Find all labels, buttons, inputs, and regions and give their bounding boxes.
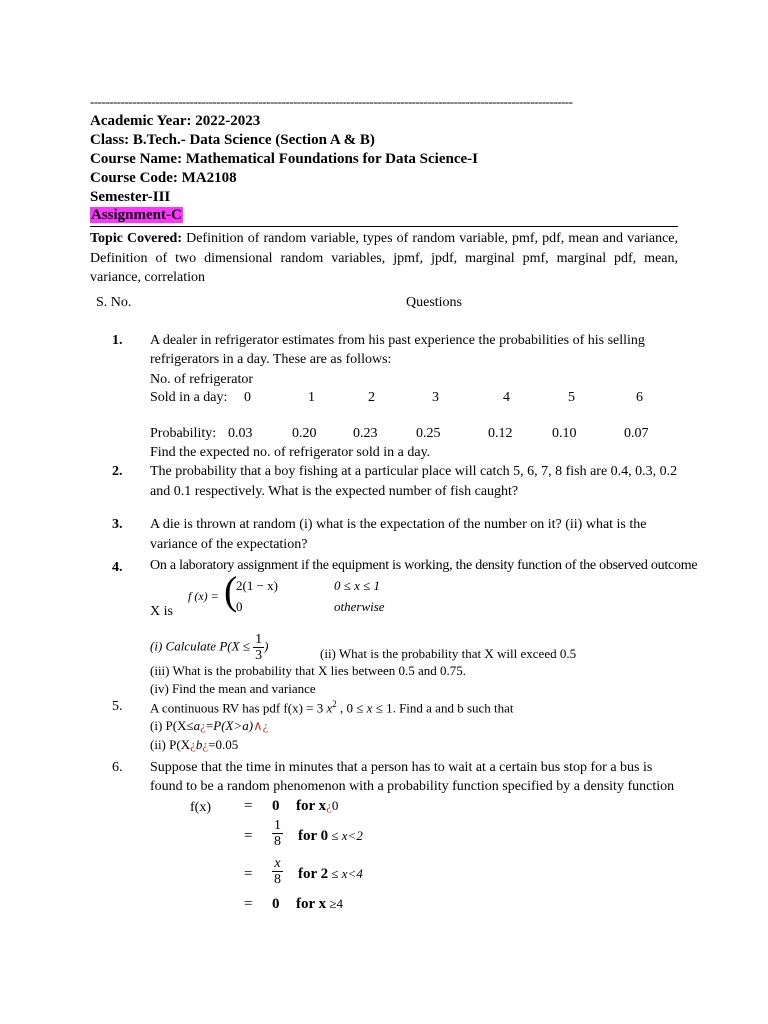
q4-iv: (iv) Find the mean and variance — [150, 681, 316, 696]
q1-sold-4: 4 — [503, 390, 510, 405]
q4-case1-expr: 2(1 − x) — [236, 578, 278, 593]
q6-eq-1: = — [244, 798, 253, 814]
q5-part-i — [150, 718, 268, 734]
q6-row4-cond-a: for x — [296, 896, 327, 912]
q4-case2-cond: otherwise — [334, 599, 385, 614]
course-name: Course Name: Mathematical Foundations for Data Science-I — [90, 151, 479, 167]
q2-line1: The probability that a boy fishing at a particular place will catch 5, 6, 7, 8 fish are 0.4, 0.3, 0.2 — [150, 464, 678, 479]
topic-text: Definition of random variable, types of random variable, pmf, pdf, mean and variance, Definition of two dimensional random variables, jpmf, jpdf, marginal pmf, marginal pdf, mean, variance, correlation — [90, 231, 679, 285]
q4-calc-close: ) — [264, 638, 269, 654]
q5-line1-exp: 2 — [332, 699, 337, 709]
q6-line2: found to be a random phenomenon with a probability function specified by a density function — [150, 779, 675, 794]
q5-i-d: = — [205, 718, 214, 733]
q6-row1-cond-c: 0 — [331, 798, 339, 813]
q1-sold-1: 1 — [308, 390, 315, 405]
q4-brace: ( — [224, 568, 238, 613]
q6-row2-frac — [272, 818, 283, 849]
q5-i-f: (X>a) — [221, 718, 254, 733]
topic-label: Topic Covered: — [90, 231, 182, 246]
class-line: Class: B.Tech.- Data Science (Section A & B) — [90, 132, 375, 148]
course-code: Course Code: MA2108 — [90, 170, 237, 186]
q1-prob-4: 0.12 — [488, 426, 513, 441]
q6-row1-cond — [296, 798, 338, 815]
q3-line2: variance of the expectation? — [150, 537, 308, 552]
q1-prob-1: 0.20 — [292, 426, 317, 441]
q6-eq-3: = — [244, 866, 253, 882]
q5-ii-a: (ii) P(X — [150, 737, 191, 752]
q6-row4-cond-b: ≥4 — [326, 896, 344, 911]
q5-ii-d: ¿ — [202, 737, 209, 752]
q4-fx: f (x) = — [188, 589, 219, 603]
q1-line3: No. of refrigerator — [150, 372, 254, 387]
q1-sold-0: 0 — [244, 390, 251, 405]
q1-prob-0: 0.03 — [228, 426, 253, 441]
topic-covered — [90, 229, 678, 288]
q5-i-c: ¿ — [200, 718, 206, 733]
q6-row2-cond-b: ≤ x<2 — [328, 828, 363, 843]
q1-prob-label: Probability: — [150, 426, 217, 441]
q6-line1: Suppose that the time in minutes that a person has to wait at a certain bus stop for a bus is — [150, 760, 653, 775]
q1-number: 1. — [112, 333, 123, 348]
q1-sold-6: 6 — [636, 390, 643, 405]
q4-line1: On a laboratory assignment if the equipment is working, the density function of the observed outcome — [150, 558, 698, 573]
q6-row2-cond — [298, 828, 363, 845]
q5-ii-b: ¿ — [190, 737, 196, 752]
q6-row1-cond-a: for x — [296, 798, 327, 814]
q1-prob-6: 0.07 — [624, 426, 649, 441]
q4-calc-den: 3 — [255, 648, 263, 663]
q6-row1-cond-b: ¿ — [326, 798, 332, 813]
q6-row2-den: 8 — [274, 834, 281, 849]
q5-i-g: ∧¿ — [253, 718, 269, 733]
q6-row3-den: 8 — [274, 872, 281, 887]
q5-line1 — [150, 699, 514, 716]
q6-row3-cond-a: for 2 — [298, 866, 329, 882]
q6-row1-val: 0 — [272, 798, 280, 814]
q5-line1-x: x — [326, 700, 333, 716]
q6-fx: f(x) — [190, 800, 211, 815]
q6-row4-val: 0 — [272, 896, 280, 912]
q6-row3-cond-b: ≤ x<4 — [328, 866, 363, 881]
q1-sold-5: 5 — [568, 390, 575, 405]
sno-header: S. No. — [96, 295, 132, 310]
q4-number: 4. — [112, 560, 123, 575]
q5-line1-x2: x — [366, 700, 373, 716]
q6-eq-2: = — [244, 828, 253, 844]
q5-ii-e: =0.05 — [208, 737, 239, 752]
q4-case1-cond: 0 ≤ x ≤ 1 — [334, 578, 381, 593]
q2-line2: and 0.1 respectively. What is the expected number of fish caught? — [150, 484, 519, 499]
q5-i-b: a — [193, 718, 201, 733]
q1-prob-5: 0.10 — [552, 426, 577, 441]
q1-line1: A dealer in refrigerator estimates from his past experience the probabilities of his selling — [150, 333, 645, 348]
q5-number: 5. — [112, 699, 123, 714]
q6-row3-num: x — [272, 856, 283, 872]
q5-part-ii — [150, 737, 238, 753]
q1-last-line: Find the expected no. of refrigerator sold in a day. — [150, 445, 431, 460]
q4-calc — [150, 632, 269, 663]
q3-line1: A die is thrown at random (i) what is the expectation of the number on it? (ii) what is the — [150, 517, 647, 532]
q6-row2-cond-a: for 0 — [298, 828, 329, 844]
assignment-title: Assignment-C — [91, 207, 182, 223]
q5-ii-c: b — [195, 737, 203, 752]
q4-ii: (ii) What is the probability that X will exceed 0.5 — [320, 646, 577, 661]
q4-case2-expr: 0 — [236, 599, 243, 614]
q1-sold-3: 3 — [432, 390, 439, 405]
semester: Semester-III — [90, 189, 171, 205]
questions-header: Questions — [406, 295, 462, 310]
q4-iii: (iii) What is the probability that X lies between 0.5 and 0.75. — [150, 663, 467, 678]
q5-i-a: (i) P(X≤ — [150, 718, 194, 733]
q4-calc-text: (i) Calculate P(X ≤ — [150, 638, 250, 654]
q6-row4-cond — [296, 896, 343, 913]
q3-number: 3. — [112, 517, 123, 532]
q6-number: 6. — [112, 760, 123, 775]
q1-line2: refrigerators in a day. These are as follows: — [150, 352, 392, 367]
q6-row3-frac — [272, 856, 283, 887]
q5-line1-f: ≤ 1. Find a and b such that — [372, 700, 514, 716]
q6-row3-cond — [298, 866, 363, 883]
q2-number: 2. — [112, 464, 123, 479]
q1-prob-2: 0.23 — [353, 426, 378, 441]
header-rule — [90, 226, 678, 227]
q5-line1-a: A continuous RV has pdf f(x) = 3 — [150, 700, 324, 716]
dashed-separator: ------------------------------------------------------------------------------------------------------------------------------ — [90, 94, 573, 109]
q1-sold-label: Sold in a day: — [150, 390, 228, 405]
q6-eq-4: = — [244, 896, 253, 912]
q1-sold-2: 2 — [368, 390, 375, 405]
q5-i-e: P — [213, 718, 222, 733]
academic-year: Academic Year: 2022-2023 — [90, 113, 261, 129]
q4-x-is: X is — [150, 604, 173, 619]
q5-line1-d: , 0 ≤ — [336, 700, 367, 716]
q4-calc-num: 1 — [255, 632, 263, 647]
q1-prob-3: 0.25 — [416, 426, 441, 441]
q6-row2-num: 1 — [274, 818, 281, 833]
